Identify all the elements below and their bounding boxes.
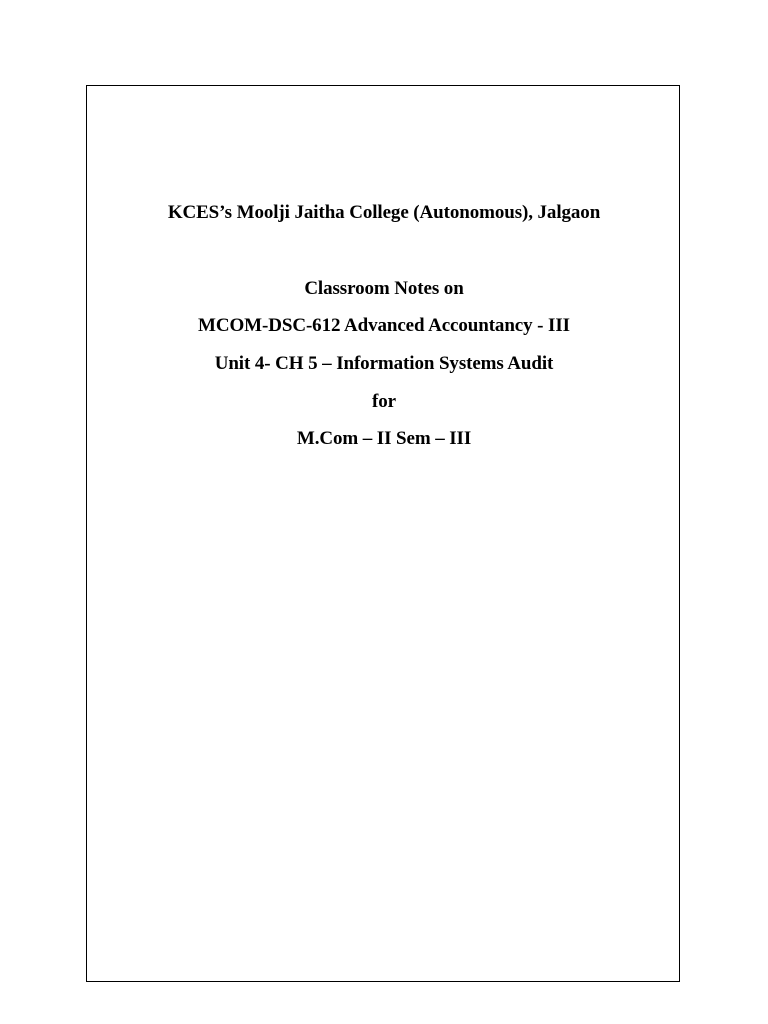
for-label: for <box>372 391 396 412</box>
course-title: MCOM-DSC-612 Advanced Accountancy - III <box>198 315 570 336</box>
institution-name: KCES’s Moolji Jaitha College (Autonomous), Jalgaon <box>167 202 601 223</box>
notes-heading: Classroom Notes on <box>304 278 464 299</box>
unit-title: Unit 4- CH 5 – Information Systems Audit <box>214 353 554 374</box>
program-name: M.Com – II Sem – III <box>296 428 472 449</box>
